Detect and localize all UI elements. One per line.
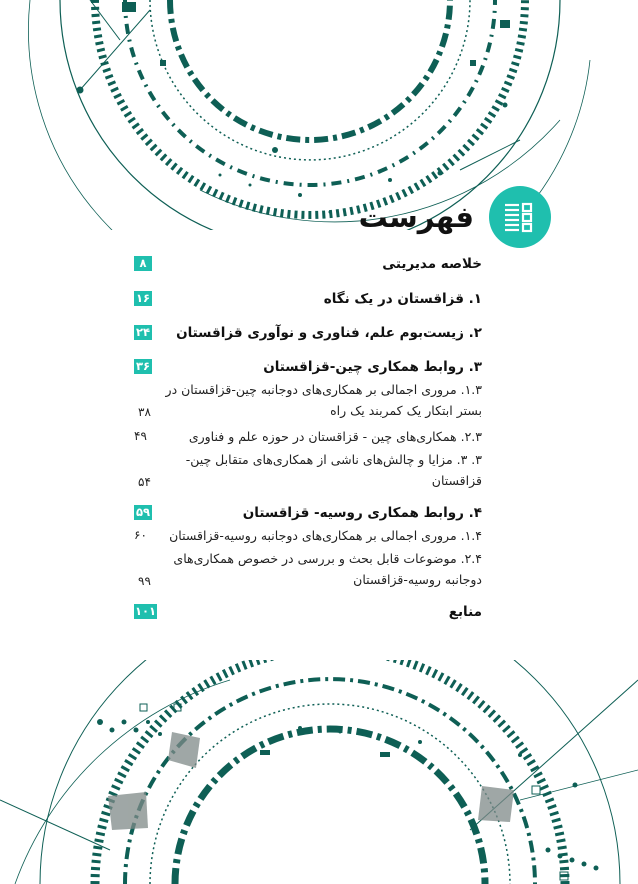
- page-number-badge: ۸: [134, 256, 152, 271]
- toc-section-line: قزاقستان: [431, 473, 482, 488]
- toc-section-line: ۱.۴. مروری اجمالی بر همکاری‌های دوجانبه روسیه-قزاقستان: [169, 528, 482, 543]
- page-number: ۳۸: [138, 405, 151, 419]
- page-number-badge: ۵۹: [135, 505, 151, 519]
- toc-section-line: بستر ابتکار یک کمربند یک راه: [330, 403, 482, 418]
- page-title: فهرست: [358, 200, 474, 234]
- page-number-badge: ۱۰۱: [135, 604, 157, 618]
- page-number: ۴۹: [134, 429, 147, 443]
- decorative-circuit-bottom: [0, 660, 638, 884]
- toc-entry-title: ۳. روابط همکاری چین-قزاقستان: [263, 359, 482, 375]
- toc-entry-title: منابع: [448, 604, 482, 620]
- toc-entry-title: ۱. قزاقستان در یک نگاه: [323, 291, 482, 307]
- toc-entry-title: خلاصه مدیریتی: [382, 256, 482, 272]
- toc-section-line: ۱.۳. مروری اجمالی بر همکاری‌های دوجانبه چین-قزاقستان در: [165, 382, 482, 397]
- toc-section-3-1[interactable]: [134, 382, 482, 422]
- page-number: ۹۹: [138, 574, 151, 588]
- toc-section-line: دوجانبه روسیه-قزاقستان: [353, 572, 482, 587]
- page-number-badge: ۱۶: [135, 291, 151, 305]
- page-number-badge: ۲۴: [135, 325, 151, 339]
- page-number: ۶۰: [134, 528, 147, 542]
- toc-entry-title: ۲. زیست‌بوم علم، فناوری و نوآوری قزاقستان: [176, 325, 482, 341]
- toc-section-3-3[interactable]: [134, 452, 482, 492]
- toc-section-line: ۳. ۳. مزایا و چالش‌های ناشی از همکاری‌های متقابل چین-: [185, 452, 482, 467]
- page-number-badge: ۳۶: [135, 359, 151, 373]
- toc-section-line: ۲.۳. همکاری‌های چین - قزاقستان در حوزه علم و فناوری: [188, 429, 482, 444]
- toc-section-4-2[interactable]: [134, 551, 482, 591]
- page-number: ۵۴: [138, 475, 151, 489]
- toc-entry-title: ۴. روابط همکاری روسیه- قزاقستان: [242, 505, 482, 521]
- toc-section-line: ۲.۴. موضوعات قابل بحث و بررسی در خصوص همکاری‌های: [173, 551, 482, 566]
- list-icon: [489, 186, 551, 248]
